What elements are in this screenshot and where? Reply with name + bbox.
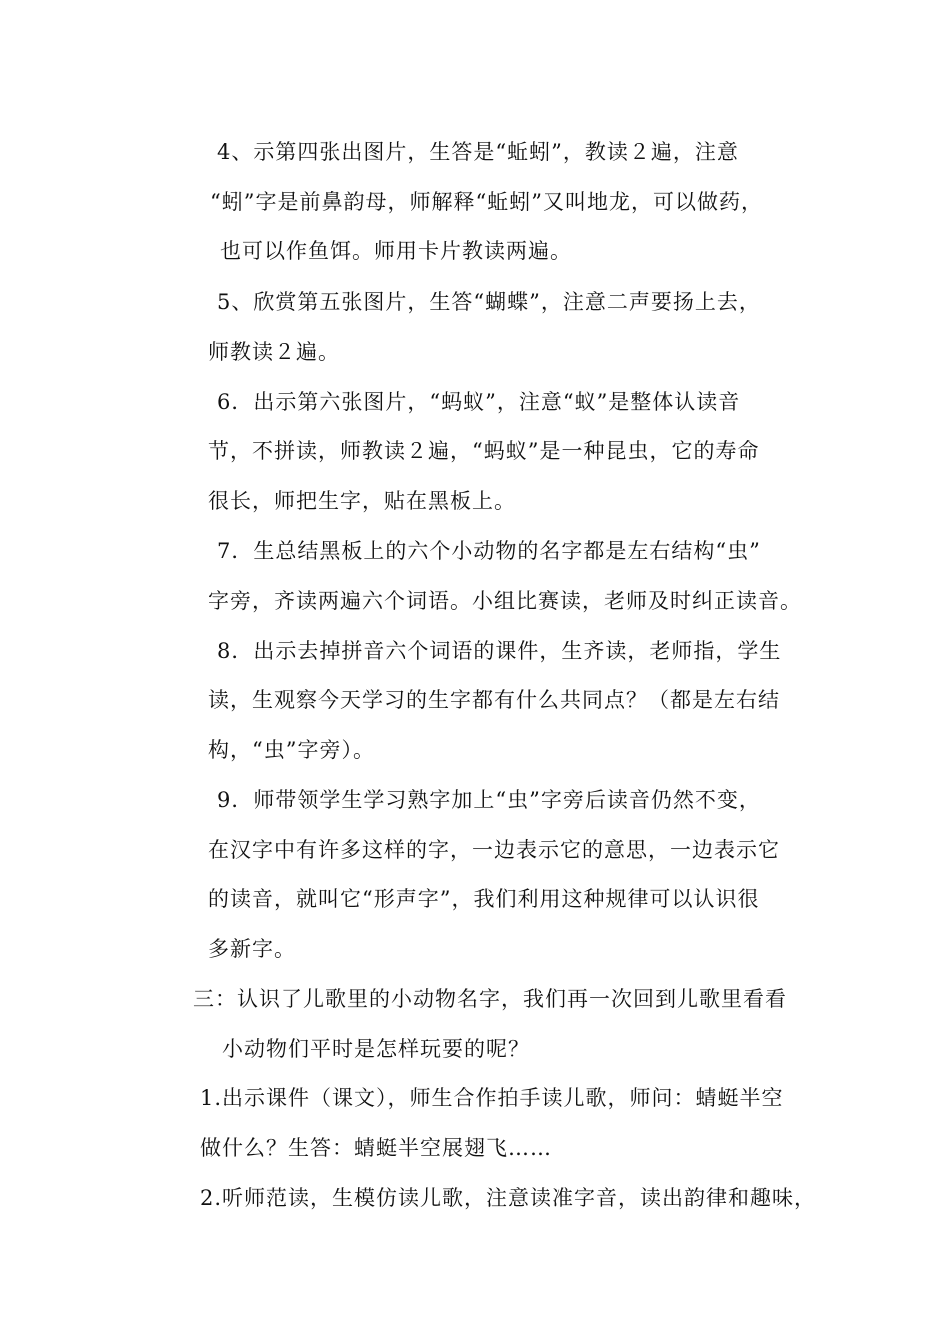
text-line-6: 6．出示第六张图片，“蚂蚁”，注意“蚁”是整体认读音 xyxy=(217,390,741,414)
section-heading-3: 三：认识了儿歌里的小动物名字，我们再一次回到儿歌里看看 xyxy=(193,987,787,1011)
text-line-2: “蚓”字是前鼻韵母，师解释“蚯蚓”又叫地龙，可以做药， xyxy=(210,190,763,214)
text-line-11: 8．出示去掉拼音六个词语的课件，生齐读，老师指，学生 xyxy=(217,639,782,663)
text-line-16: 的读音，就叫它“形声字”，我们利用这种规律可以认识很 xyxy=(208,887,760,911)
text-line-14: 9．师带领学生学习熟字加上“虫”字旁后读音仍然不变， xyxy=(217,788,761,812)
text-line-20: 1.出示课件（课文），师生合作拍手读儿歌，师问：蜻蜓半空 xyxy=(200,1086,784,1110)
text-line-21: 做什么？生答：蜻蜓半空展翅飞…… xyxy=(200,1136,552,1160)
text-line-4: 5、欣赏第五张图片，生答“蝴蝶”，注意二声要扬上去， xyxy=(217,290,761,314)
text-line-13: 构，“虫”字旁）。 xyxy=(208,738,375,762)
text-line-3: 也可以作鱼饵。师用卡片教读两遍。 xyxy=(220,239,572,263)
text-line-10: 字旁，齐读两遍六个词语。小组比赛读，老师及时纠正读音。 xyxy=(208,589,802,613)
text-line-15: 在汉字中有许多这样的字，一边表示它的意思，一边表示它 xyxy=(208,838,780,862)
text-line-7: 节，不拼读，师教读２遍，“蚂蚁”是一种昆虫，它的寿命 xyxy=(208,439,760,463)
text-line-8: 很长，师把生字，贴在黑板上。 xyxy=(208,489,516,513)
text-line-1: 4、示第四张出图片，生答是“蚯蚓”，教读２遍，注意 xyxy=(217,140,739,164)
text-line-9: 7．生总结黑板上的六个小动物的名字都是左右结构“虫” xyxy=(217,539,761,563)
text-line-19: 小动物们平时是怎样玩要的呢？ xyxy=(222,1037,530,1061)
text-line-22: 2.听师范读，生模仿读儿歌，注意读准字音，读出韵律和趣味， xyxy=(200,1186,817,1210)
text-line-12: 读，生观察今天学习的生字都有什么共同点？（都是左右结 xyxy=(208,688,780,712)
text-line-5: 师教读２遍。 xyxy=(208,340,340,364)
text-line-17: 多新字。 xyxy=(208,937,296,961)
